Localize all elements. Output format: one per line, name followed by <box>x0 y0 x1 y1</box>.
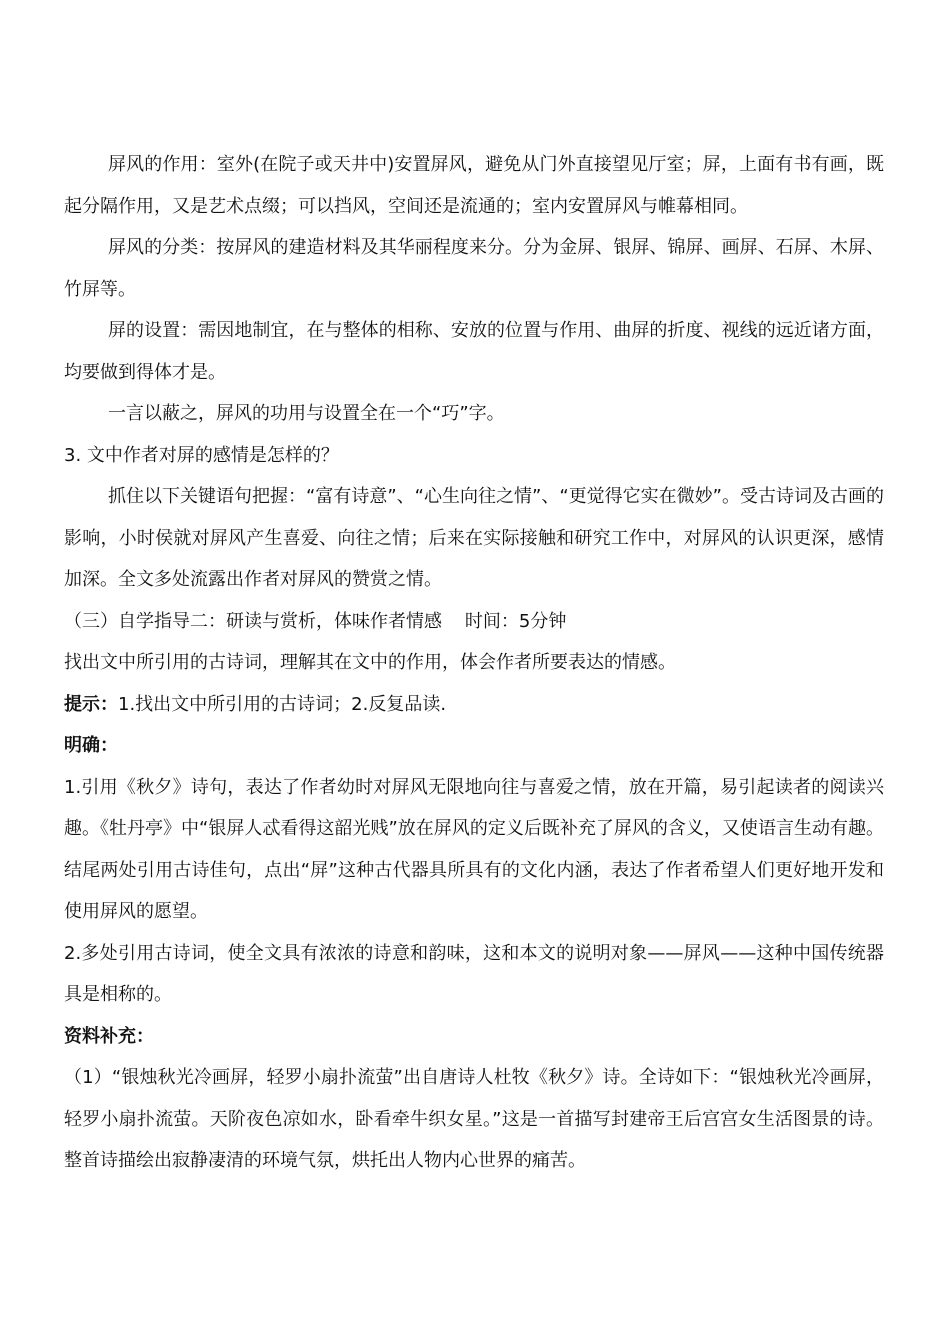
paragraph-summary: 一言以蔽之，屏风的功用与设置全在一个“巧”字。 <box>108 403 505 424</box>
paragraph-screen-function: 屏风的作用：室外(在院子或天井中)安置屏风，避免从门外直接望见厅室；屏，上面有书有画，既起分隔作用，又是艺术点缀；可以挡风，空间还是流通的；室内安置屏风与帷幕相同。 <box>64 154 884 217</box>
document-page <box>64 144 884 1182</box>
clarify-label: 明确： <box>64 735 118 756</box>
hint-text: 1.找出文中所引用的古诗词；2.反复品读. <box>118 693 447 715</box>
paragraph-screen-classification: 屏风的分类：按屏风的建造材料及其华丽程度来分。分为金屏、银屏、锦屏、画屏、石屏、木屏、竹屏等。 <box>64 237 884 300</box>
supplement-item-1: （1）“银烛秋光冷画屏，轻罗小扇扑流萤”出自唐诗人杜牧《秋夕》诗。全诗如下：“银烛秋光冷画屏，轻罗小扇扑流萤。天阶夜色凉如水，卧看牵牛织女星。”这是一首描写封建帝王后宫宫女生活图景的诗。整首诗描绘出寂静凄清的环境气氛，烘托出人物内心世界的痛苦。 <box>64 1067 884 1171</box>
paragraph-author-feeling: 抓住以下关键语句把握：“富有诗意”、“心生向往之情”、“更觉得它实在微妙”。受古诗词及古画的影响，小时侯就对屏风产生喜爱、向往之情；后来在实际接触和研究工作中，对屏风的认识更深，感情加深。全文多处流露出作者对屏风的赞赏之情。 <box>64 486 884 590</box>
paragraph-screen-placement: 屏的设置：需因地制宜，在与整体的相称、安放的位置与作用、曲屏的折度、视线的远近诸方面，均要做到得体才是。 <box>64 320 884 383</box>
supplement-label: 资料补充： <box>64 1025 154 1047</box>
question-3: 3. 文中作者对屏的感情是怎样的？ <box>64 444 339 466</box>
clarify-point-2: 2.多处引用古诗词，使全文具有浓浓的诗意和韵味，这和本文的说明对象——屏风——这种中国传统器具是相称的。 <box>64 942 884 1005</box>
hint-label: 提示： <box>64 693 118 715</box>
hint-line <box>64 684 884 726</box>
clarify-point-1: 1.引用《秋夕》诗句，表达了作者幼时对屏风无限地向往与喜爱之情，放在开篇，易引起读者的阅读兴趣。《牡丹亭》中“银屏人忒看得这韶光贱”放在屏风的定义后既补充了屏风的含义，又使语言生动有趣。结尾两处引用古诗佳句，点出“屏”这种古代器具所具有的文化内涵，表达了作者希望人们更好地开发和使用屏风的愿望。 <box>64 776 884 922</box>
section-heading-three: （三）自学指导二：研读与赏析，体味作者情感 时间：5分钟 <box>64 610 567 632</box>
task-instruction: 找出文中所引用的古诗词，理解其在文中的作用，体会作者所要表达的情感。 <box>64 652 676 673</box>
